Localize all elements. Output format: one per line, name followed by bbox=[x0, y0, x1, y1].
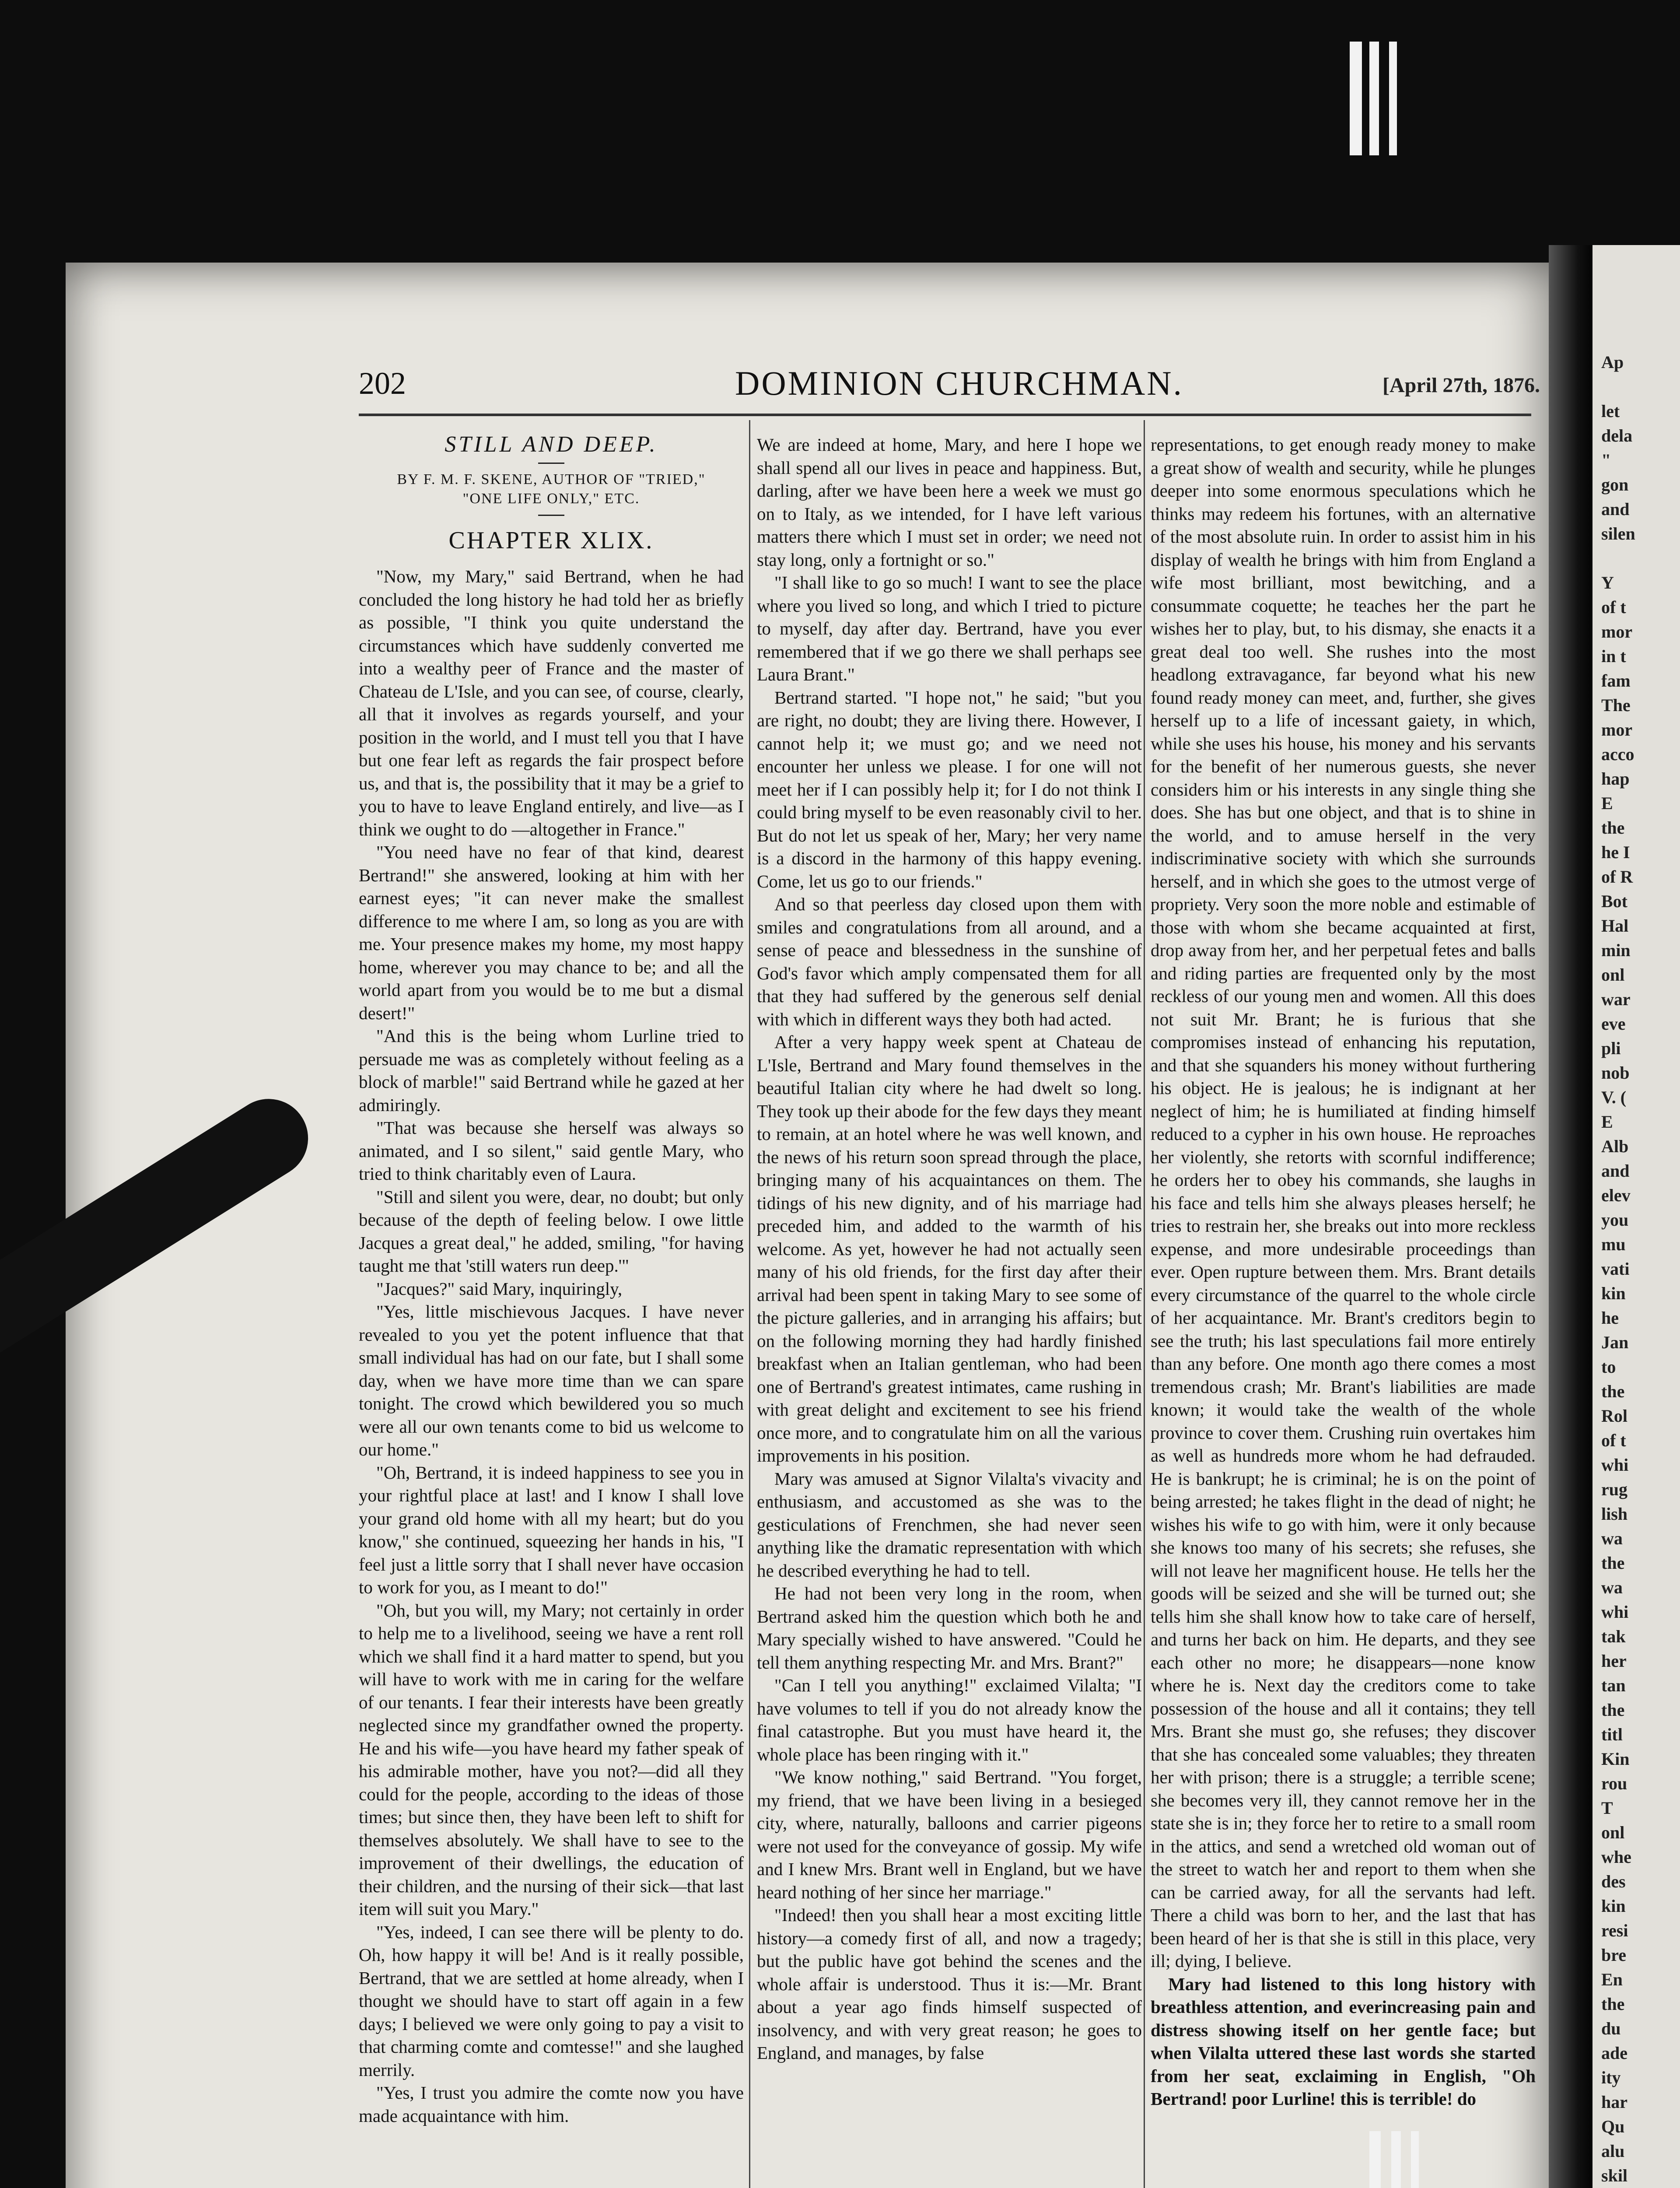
column-rule bbox=[749, 420, 750, 2188]
paragraph: "Now, my Mary," said Bertrand, when he had concluded the long history he had told her as briefly as possible, "I think you quite understand the circumstances which have suddenly converted me into a wealthy peer of France and the master of Chateau de L'Isle, and you can see, of course, clearly, all that it involves as regards yourself, and your position in the world, and I must tell you that I have but one fear left as regards the fair prospect before us, and that is, the possibility that it may be a grief to you to have to leave England entirely, and live—as I think we ought to do —altogether in France." bbox=[359, 566, 744, 839]
header-rule bbox=[359, 414, 1531, 416]
paragraph: "Can I tell you anything!" exclaimed Vilalta; "I have volumes to tell if you do not already know the final catastrophe. But you must have heard it, the whole place has been ringing with it." bbox=[757, 1675, 1142, 1764]
divider bbox=[538, 515, 564, 516]
byline: BY F. M. F. SKENE, AUTHOR OF "TRIED," bbox=[397, 471, 706, 487]
column-3 bbox=[1151, 433, 1536, 2111]
issue-date: [April 27th, 1876. bbox=[1382, 374, 1540, 397]
book-gutter bbox=[1549, 245, 1597, 2188]
paragraph: representations, to get enough ready money to make a great show of wealth and security, while he plunges deeper into some enormous speculations which he thinks may redeem his fortunes, with an alternative of the most absolute ruin. In order to assist him in his display of wealth he brings with him from England a wife most brilliant, most bewitching, and a consummate coquette; he teaches her the part he wishes her to play, but, to his dismay, she enacts it a great deal too well. She rushes into the most headlong extravagance, far beyond what his new found ready money can meet, and, further, she gives herself up to a life of incessant gaiety, in which, while she uses his house, his money and his servants for the benefit of her numerous guests, she never considers him or his interests in any single thing she does. She has but one object, and that is to shine in the world, and to amuse herself in the very indiscriminative society with which she surrounds herself, and in which she goes to the utmost verge of propriety. Very soon the more noble and estimable of those with whom she became acquainted at first, drop away from her, and her perpetual fetes and balls and riding parties are frequented only by the most reckless of our young men and women. All this does not suit Mr. Brant; he is furious that she compromises instead of enhancing his reputation, and that she squanders his money without furthering his object. He is jealous; he is indignant at her neglect of him; he is humiliated at finding himself reduced to a cypher in his own house. He reproaches her violently, she retorts with scornful indifference; he orders her to obey his commands, she laughs in his face and tells him she always pleases herself; he tries to restrain her, she breaks out into more reckless expense, and more undesirable proceedings than ever. Open rupture between them. Mrs. Brant details every circumstance of the quarrel to the whole circle of her acquaintance. Mr. Brant's creditors begin to see the truth; his last speculations fail more entirely than any before. One month ago there comes a most tremendous crash; Mr. Brant's liabilities are made known; it would take the wealth of the whole province to cover them. Crushing ruin overtakes him as well as hundreds more whom he had defrauded. He is bankrupt; he is criminal; he is on the point of being arrested; he takes flight in the dead of night; he wishes his wife to go with him, were it only because she knows too many of his secrets; she refuses, she will not leave her magnificent house. He tells her the goods will be seized and she will be turned out; she tells him she shall know how to take care of herself, and turns her back on him. He departs, and they see each other no more; he disappears—none know where he is. Next day the creditors come to take possession of the house and all it contains; they tell Mrs. Brant she must go, she refuses; they discover that she has concealed some valuables; they threaten her with prison; there is a struggle; a terrible scene; she becomes very ill, they cannot remove her in the state she is in; they force her to retire to a small room in the attics, and send a wretched old woman out of the street to watch her and report to them when she can be carried away, for all the servants had left. There a child was born to her, and the last that has been heard of her is that she is still in this place, very ill; dying, I believe. bbox=[1151, 435, 1536, 1971]
paragraph: "And this is the being whom Lurline tried to persuade me was as completely without feeling as a block of marble!" said Bertrand while he gazed at her admiringly. bbox=[359, 1026, 744, 1115]
paragraph: "Yes, indeed, I can see there will be plenty to do. Oh, how happy it will be! And is it really possible, Bertrand, that we are settled at home already, when I thought we should have to start off again in a few days; I believed we were only going to pay a visit to that charming comte and comtesse!" and she laughed merrily. bbox=[359, 1922, 744, 2080]
journal-title: DOMINION CHURCHMAN. bbox=[735, 364, 1184, 402]
paragraph: After a very happy week spent at Chateau de L'Isle, Bertrand and Mary found themselves in the beautiful Italian city where he had dwelt so long. They took up their abode for the few days they meant to remain, at an hotel where he was well known, and the news of his return soon spread through the place, bringing many of his acquaintances on them. The tidings of his new dignity, and of his marriage had preceded him, and added to the warmth of his welcome. As yet, however he had not actually seen many of his old friends, for the first day after their arrival had been spent in taking Mary to see some of the picture galleries, and in arranging his affairs; but on the following morning they had hardly finished breakfast when an Italian gentleman, who had been one of Bertrand's greatest intimates, came rushing in with great delight and excitement to see his friend once more, and to congratulate him on all the various improvements in his position. bbox=[757, 1032, 1142, 1466]
paragraph: "We know nothing," said Bertrand. "You forget, my friend, that we have been living in a besieged city, where, naturally, balloons and carrier pigeons were not used for the conveyance of gossip. My wife and I knew Mrs. Brant well in England, but we have heard nothing of her since her marriage." bbox=[757, 1767, 1142, 1902]
paragraph: Bertrand started. "I hope not," he said; "but you are right, no doubt; they are living there. However, I cannot help it; we must go; and we need not encounter her unless we please. I for one will not meet her if I can possibly help it; for I do not think I could bring myself to be even reasonably civil to her. But do not let us speak of her, Mary; her very name is a discord in the harmony of this happy evening. Come, let us go to our friends." bbox=[757, 687, 1142, 891]
chapter-heading: CHAPTER XLIX. bbox=[448, 526, 654, 554]
paragraph: "Yes, I trust you admire the comte now you have made acquaintance with him. bbox=[359, 2083, 744, 2126]
paragraph: Mary had listened to this long history with breathless attention, and everincreasing pain and distress showing itself on her gentle face; but when Vilalta uttered these last words she started from her seat, exclaiming in English, "Oh Bertrand! poor Lurline! this is terrible! do bbox=[1151, 1974, 1536, 2109]
film-marker bbox=[1350, 42, 1362, 155]
paragraph: "Yes, little mischievous Jacques. I have never revealed to you yet the potent influence that that small individual has had on our fate, but I shall some day, when we have more time than we can spare tonight. The crowd which bewildered you so much were all our own tenants come to bid us welcome to our home." bbox=[359, 1301, 744, 1459]
byline-continued: "ONE LIFE ONLY," ETC. bbox=[462, 490, 640, 507]
film-marker bbox=[1391, 2131, 1401, 2188]
paragraph: "Oh, but you will, my Mary; not certainly in order to help me to a livelihood, seeing we have a rent roll which we shall find it a hard matter to spend, but you will have to work with me in caring for the welfare of our tenants. I fear their interests have been greatly neglected since my grandfather owned the property. He and his wife—you have heard my father speak of his admirable mother, have you not?—did all they could for the people, according to the ideas of those times; but since then, they have been left to shift for themselves absolutely. We shall have to see to the improvement of their dwellings, the education of their children, and the nursing of their sick—that last item will suit you Mary." bbox=[359, 1600, 744, 1919]
paragraph: He had not been very long in the room, when Bertrand asked him the question which both he and Mary specially wished to have answered. "Could he tell them anything respecting Mr. and Mrs. Brant?" bbox=[757, 1583, 1142, 1673]
paragraph: "Indeed! then you shall hear a most exciting little history—a comedy first of all, and now a tragedy; but the public have got behind the scenes and the whole affair is understood. Thus it is:—Mr. Brant about a year ago finds himself suspected of insolvency, and with very great reason; he goes to England, and manages, by false bbox=[757, 1905, 1142, 2063]
column-rule bbox=[1144, 420, 1145, 2188]
film-marker bbox=[1369, 42, 1379, 155]
film-marker bbox=[1389, 42, 1397, 155]
paragraph: And so that peerless day closed upon them with smiles and congratulations from all around, and a sense of peace and blessedness in the sunshine of God's favor which amply compensated them for all that they had suffered by the generous self denial with which in different ways they both had acted. bbox=[757, 894, 1142, 1029]
paragraph: We are indeed at home, Mary, and here I hope we shall spend all our lives in peace and happiness. But, darling, after we have been here a week we must go on to Italy, as we intended, for I have left various matters there which I must set in order; we need not stay long, only a fortnight or so." bbox=[757, 435, 1142, 570]
film-marker bbox=[1369, 2131, 1381, 2188]
paragraph: Mary was amused at Signor Vilalta's vivacity and enthusiasm, and accustomed as she was to the gesticulations of Frenchmen, she had never seen anything like the dramatic representation with which he described everything he had to tell. bbox=[757, 1468, 1142, 1581]
story-title: STILL AND DEEP. bbox=[444, 432, 658, 457]
facing-page bbox=[1592, 245, 1680, 2188]
paragraph: "That was because she herself was always so animated, and I so silent," said gentle Mary, who tried to think charitably even of Laura. bbox=[359, 1118, 744, 1184]
paragraph: "I shall like to go so much! I want to see the place where you lived so long, and which I tried to picture to myself, day after day. Bertrand, have you ever remembered that if we go there we shall perhaps see Laura Brant." bbox=[757, 572, 1142, 684]
film-marker bbox=[1411, 2131, 1419, 2188]
paragraph: "You need have no fear of that kind, dearest Bertrand!" she answered, looking at him with her earnest eyes; "it can never make the smallest difference to me where I am, so long as you are with me. Your presence makes my home, my most happy home, wherever you may chance to be; and all the world apart from you would be to me but a dismal desert!" bbox=[359, 842, 744, 1023]
column-1 bbox=[359, 433, 744, 2127]
paragraph: "Jacques?" said Mary, inquiringly, bbox=[376, 1278, 623, 1299]
facing-page-text: Ap let dela " gon and silen Y of t mor in t fam The mor acco hap E the he I of R Bot Hal min onl war eve pli nob V. ( E Alb and elev you mu vati kin he Jan to the Rol of t whi rug lish wa the wa whi tak her tan the titl Kin rou T onl whe des kin resi bre En the du ade ity har Qu alu skil bbox=[1601, 352, 1635, 2185]
paragraph: "Still and silent you were, dear, no doubt; but only because of the depth of feeling below. I owe little Jacques a great deal," he added, smiling, "for having taught me that 'still waters run deep.'" bbox=[359, 1186, 744, 1276]
running-header bbox=[359, 365, 1540, 418]
page-number: 202 bbox=[359, 366, 406, 401]
paragraph: "Oh, Bertrand, it is indeed happiness to see you in your rightful place at last! and I know I shall love your grand old home with all my heart; but do you know," she continued, squeezing her hands in his, "I feel just a little sorry that I shall never have occasion to work for you, as I meant to do!" bbox=[359, 1462, 744, 1597]
divider bbox=[538, 463, 564, 464]
column-2 bbox=[757, 433, 1142, 2065]
